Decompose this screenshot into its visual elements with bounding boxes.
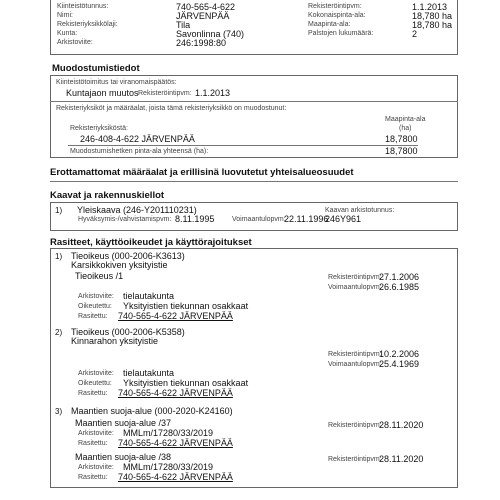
- easement-1-burden-value: 740-565-4-622 JÄRVENPÄÄ: [118, 311, 233, 321]
- source-units-note: Rekisteriyksiköt ja määräalat, joista tämä rekisteriyksikkö on muodostunut:: [56, 105, 287, 112]
- easement-3a-burden-label: Rasitettu:: [78, 440, 108, 447]
- easement-3a-item: Maantien suoja-alue /37: [75, 418, 172, 428]
- source-area-value: 18,7800: [385, 134, 418, 144]
- parcel-count-value: 2: [412, 29, 418, 39]
- easement-2-title: Tieoikeus (000-2006-K5358): [71, 327, 185, 337]
- easement-1-item: Tieoikeus /1: [75, 271, 124, 281]
- plan-effective-label: Voimaantulopvm:: [232, 216, 286, 223]
- easement-3b-reg-label: Rekisteröintipvm:: [328, 456, 382, 463]
- easement-3a-burden-value: 740-565-4-622 JÄRVENPÄÄ: [118, 438, 233, 448]
- easement-3a-archive-value: MMLm/17280/33/2019: [123, 428, 214, 438]
- plan-effective-value: 22.11.1996: [284, 214, 329, 224]
- easement-3-title: Maantien suoja-alue (000-2020-K24160): [71, 406, 233, 416]
- plan-title: Yleiskaava (246-Y201110231): [77, 205, 197, 215]
- easement-1-eff-label: Voimaantulopvm:: [328, 284, 382, 291]
- formation-total-value: 18,7800: [385, 146, 418, 156]
- plan-approved-value: 8.11.1995: [175, 214, 215, 224]
- easement-1-title: Tieoikeus (000-2006-K3613): [71, 251, 185, 261]
- easement-2-number: 2): [55, 328, 63, 337]
- easement-2-archive-label: Arkistoviite:: [78, 370, 114, 377]
- easement-2-holder-value: Yksityistien tiekunnan osakkaat: [123, 378, 249, 388]
- easement-1-reg-label: Rekisteröintipvm:: [328, 274, 382, 281]
- easement-1-number: 1): [55, 252, 63, 261]
- unit-type-label: Rekisteriyksikkölaji:: [57, 21, 118, 28]
- easement-2-archive-value: tielautakunta: [123, 368, 175, 378]
- name-value: JÄRVENPÄÄ: [176, 11, 230, 21]
- easement-1-eff-value: 26.6.1985: [379, 282, 420, 292]
- land-area-value: 18,780 ha: [412, 20, 453, 30]
- area-col-header: Maapinta-ala: [385, 116, 426, 123]
- undivided-heading: Erottamattomat määräalat ja erillisinä luovutetut yhteisalueosuudet: [50, 167, 354, 178]
- plan-archive-label: Kaavan arkistotunnus:: [325, 207, 395, 214]
- municipality-value: Savonlinna (740): [176, 29, 245, 39]
- easement-1-reg-value: 27.1.2006: [379, 272, 420, 282]
- plans-heading: Kaavat ja rakennuskiellot: [50, 190, 165, 201]
- easement-2-reg-label: Rekisteröintipvm:: [328, 351, 382, 358]
- plan-archive-value: 246Y961: [325, 214, 362, 224]
- easement-1-holder-value: Yksityistien tiekunnan osakkaat: [123, 301, 249, 311]
- municipality-label: Kunta:: [57, 30, 78, 37]
- property-id-value: 740-565-4-622: [176, 2, 236, 12]
- archive-ref-value: 246:1998:80: [176, 38, 227, 48]
- transaction-label: Kiinteistötoimitus tai viranomaispäätös:: [56, 79, 177, 86]
- formation-total-label: Muodostumishetken pinta-ala yhteensä (ha):: [70, 148, 209, 155]
- area-col-unit: (ha): [399, 125, 412, 132]
- easement-2-eff-label: Voimaantulopvm:: [328, 361, 382, 368]
- land-area-label: Maapinta-ala:: [308, 21, 351, 28]
- parcel-count-label: Palstojen lukumäärä:: [308, 30, 374, 37]
- transaction-value: Kuntajaon muutos: [66, 88, 139, 98]
- unit-type-value: Tila: [176, 20, 191, 30]
- easement-3b-reg-value: 28.11.2020: [379, 454, 424, 464]
- easement-3b-item: Maantien suoja-alue /38: [75, 452, 172, 462]
- easement-3b-burden-value: 740-565-4-622 JÄRVENPÄÄ: [118, 472, 233, 482]
- total-area-value: 18,780 ha: [412, 11, 453, 21]
- registration-date-value: 1.1.2013: [412, 2, 448, 12]
- transaction-reg-label: Rekisteröintipvm:: [138, 90, 192, 97]
- formation-total-rule: [68, 145, 418, 146]
- easement-2-burden-label: Rasitettu:: [78, 390, 108, 397]
- easement-3b-burden-label: Rasitettu:: [78, 474, 108, 481]
- easement-1-archive-value: tielautakunta: [123, 291, 175, 301]
- undivided-rule: [50, 181, 458, 182]
- easement-2-reg-value: 10.2.2006: [379, 349, 420, 359]
- easement-3a-reg-label: Rekisteröintipvm:: [328, 422, 382, 429]
- registration-date-label: Rekisteröintipvm:: [308, 3, 362, 10]
- easement-1-holder-label: Oikeutettu:: [78, 303, 112, 310]
- total-area-label: Kokonaispinta-ala:: [308, 12, 366, 19]
- easement-2-eff-value: 25.4.1969: [379, 359, 420, 369]
- easement-2-burden-value: 740-565-4-622 JÄRVENPÄÄ: [118, 388, 233, 398]
- formation-divider: [50, 101, 458, 102]
- easement-1-burden-label: Rasitettu:: [78, 313, 108, 320]
- name-label: Nimi:: [57, 12, 73, 19]
- easement-3b-archive-label: Arkistoviite:: [78, 464, 114, 471]
- source-unit-value: 246-408-4-622 JÄRVENPÄÄ: [80, 134, 195, 144]
- property-id-label: Kiinteistötunnus:: [57, 3, 109, 10]
- easements-heading: Rasitteet, käyttöoikeudet ja käyttörajoitukset: [50, 237, 252, 248]
- easement-3-number: 3): [55, 407, 63, 416]
- transaction-reg-value: 1.1.2013: [195, 88, 231, 98]
- easement-1-subtitle: Karsikkokiven yksityistie: [71, 260, 168, 270]
- plan-approved-label: Hyväksymis-/vahvistamispvm:: [78, 216, 172, 223]
- easement-1-archive-label: Arkistoviite:: [78, 293, 114, 300]
- easement-3a-reg-value: 28.11.2020: [379, 420, 424, 430]
- source-unit-col-header: Rekisteriyksiköstä:: [70, 125, 128, 132]
- easement-2-holder-label: Oikeutettu:: [78, 380, 112, 387]
- easement-3b-archive-value: MMLm/17280/33/2019: [123, 462, 214, 472]
- plan-number: 1): [55, 206, 63, 215]
- easement-2-subtitle: Kinnarahon yksityistie: [71, 336, 159, 346]
- formation-heading: Muodostumistiedot: [52, 63, 140, 74]
- easement-3a-archive-label: Arkistoviite:: [78, 430, 114, 437]
- archive-ref-label: Arkistoviite:: [57, 39, 93, 46]
